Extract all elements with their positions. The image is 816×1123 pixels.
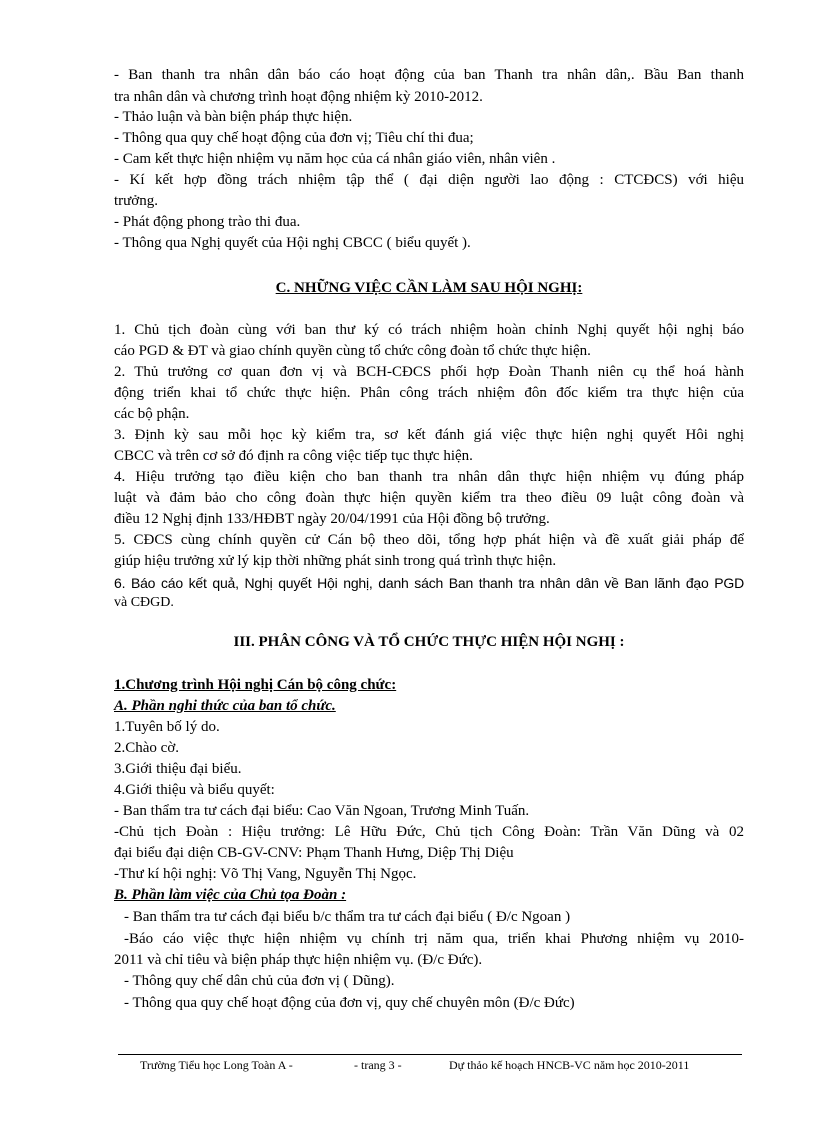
part-a-line: đại biểu đại diện CB-GV-CNV: Phạm Thanh Hưng, Diệp Thị Diệu (114, 845, 514, 861)
part-a-line: 3.Giới thiệu đại biểu. (114, 761, 242, 777)
intro-line: - Phát động phong trào thi đua. (114, 214, 301, 230)
intro-line: - Kí kết hợp đồng trách nhiệm tập thể ( đại diện người lao động : CTCĐCS) với hiệu (114, 172, 744, 188)
part-b-line: - Ban thẩm tra tư cách đại biểu b/c thẩm tra tư cách đại biểu ( Đ/c Ngoan ) (124, 909, 571, 925)
intro-line: - Cam kết thực hiện nhiệm vụ năm học của cá nhân giáo viên, nhân viên . (114, 151, 556, 167)
section-c-line: và CĐGD. (114, 595, 174, 610)
footer-page-number: - trang 3 - (354, 1058, 402, 1072)
section-c-line: 5. CĐCS cùng chính quyền cử Cán bộ theo dõi, tổng hợp phát hiện và đề xuất giải pháp để (114, 532, 744, 548)
section-c-line: luật và đảm bảo cho công đoàn thực hiện quyền kiểm tra theo điều 09 luật công đoàn và (114, 490, 744, 506)
part-b-title: B. Phần làm việc của Chủ tọa Đoàn : (114, 887, 347, 903)
section-c-heading (114, 278, 744, 298)
part-a-line: - Ban thẩm tra tư cách đại biểu: Cao Văn Ngoan, Trương Minh Tuấn. (114, 803, 530, 819)
intro-line: tra nhân dân và chương trình hoạt động nhiệm kỳ 2010-2012. (114, 89, 483, 105)
section-c-line: 6. Báo cáo kết quả, Nghị quyết Hội nghị, danh sách Ban thanh tra nhân dân về Ban lãnh đạo PGD (114, 575, 744, 591)
part-a-line: -Chủ tịch Đoàn : Hiệu trưởng: Lê Hữu Đức, Chủ tịch Công Đoàn: Trần Văn Dũng và 02 (114, 824, 744, 840)
section-c-title: C. NHỮNG VIỆC CẦN LÀM SAU HỘI NGHỊ: (275, 280, 583, 296)
intro-line: - Thảo luận và bàn biện pháp thực hiện. (114, 109, 353, 125)
part-a-title: A. Phần nghi thức của ban tổ chức. (114, 698, 336, 714)
section-c-line: cáo PGD & ĐT và giao chính quyền cùng tổ chức công đoàn tổ chức thực hiện. (114, 343, 591, 359)
intro-line: trưởng. (114, 193, 158, 209)
part-b-line: - Thông qua quy chế hoạt động của đơn vị, quy chế chuyên môn (Đ/c Đức) (124, 995, 575, 1011)
section-iii-title: III. PHÂN CÔNG VÀ TỔ CHỨC THỰC HIỆN HỘI NGHỊ : (233, 634, 625, 650)
intro-line: - Thông qua quy chế hoạt động của đơn vị; Tiêu chí thi đua; (114, 130, 474, 146)
footer-document-title: Dự thảo kế hoạch HNCB-VC năm học 2010-2011 (449, 1058, 690, 1072)
part-b-line: - Thông quy chế dân chủ của đơn vị ( Dũng). (124, 973, 395, 989)
section-c-line: giúp hiệu trưởng xử lý kịp thời những phát sinh trong quá trình thực hiện. (114, 553, 557, 569)
section-c-line: 4. Hiệu trưởng tạo điều kiện cho ban thanh tra nhân dân thực hiện nhiệm vụ đúng pháp (114, 469, 744, 485)
part-a-line: 1.Tuyên bố lý do. (114, 719, 220, 735)
part-b-line: 2011 và chỉ tiêu và biện pháp thực hiện nhiệm vụ. (Đ/c Đức). (114, 952, 483, 968)
part-b-line: -Báo cáo việc thực hiện nhiệm vụ chính trị năm qua, triển khai Phương nhiệm vụ 2010- (124, 931, 744, 947)
part-a-line: 2.Chào cờ. (114, 740, 180, 756)
part-a-line: -Thư kí hội nghị: Võ Thị Vang, Nguyễn Thị Ngọc. (114, 866, 417, 882)
part-a-line: 4.Giới thiệu và biểu quyết: (114, 782, 275, 798)
program-title: 1.Chương trình Hội nghị Cán bộ công chức: (114, 677, 397, 693)
section-c-line: 2. Thủ trưởng cơ quan đơn vị và BCH-CĐCS phối hợp Đoàn Thanh niên cụ thể hoá hành (114, 364, 744, 380)
section-c-line: điều 12 Nghị định 133/HĐBT ngày 20/04/1991 của Hội đồng bộ trưởng. (114, 511, 550, 527)
intro-line: - Thông qua Nghị quyết của Hội nghị CBCC ( biểu quyết ). (114, 235, 471, 251)
section-c-line: động triển khai tổ chức thực hiện. Phân công trách nhiệm đôn đốc kiểm tra thực hiện của (114, 385, 744, 401)
section-c-line: các bộ phận. (114, 406, 190, 422)
footer-school: Trường Tiểu học Long Toàn A - (140, 1058, 293, 1072)
intro-line: - Ban thanh tra nhân dân báo cáo hoạt động của ban Thanh tra nhân dân,. Bầu Ban thanh (114, 67, 744, 83)
section-c-line: CBCC và trên cơ sở đó định ra công việc tiếp tục thực hiện. (114, 448, 473, 464)
footer-divider (118, 1054, 742, 1055)
section-c-line: 1. Chủ tịch đoàn cùng với ban thư ký có trách nhiệm hoàn chỉnh Nghị quyết hội nghị báo (114, 322, 744, 338)
section-c-line: 3. Định kỳ sau mỗi học kỳ kiểm tra, sơ kết đánh giá việc thực hiện nghị quyết Hôi nghị (114, 427, 744, 443)
